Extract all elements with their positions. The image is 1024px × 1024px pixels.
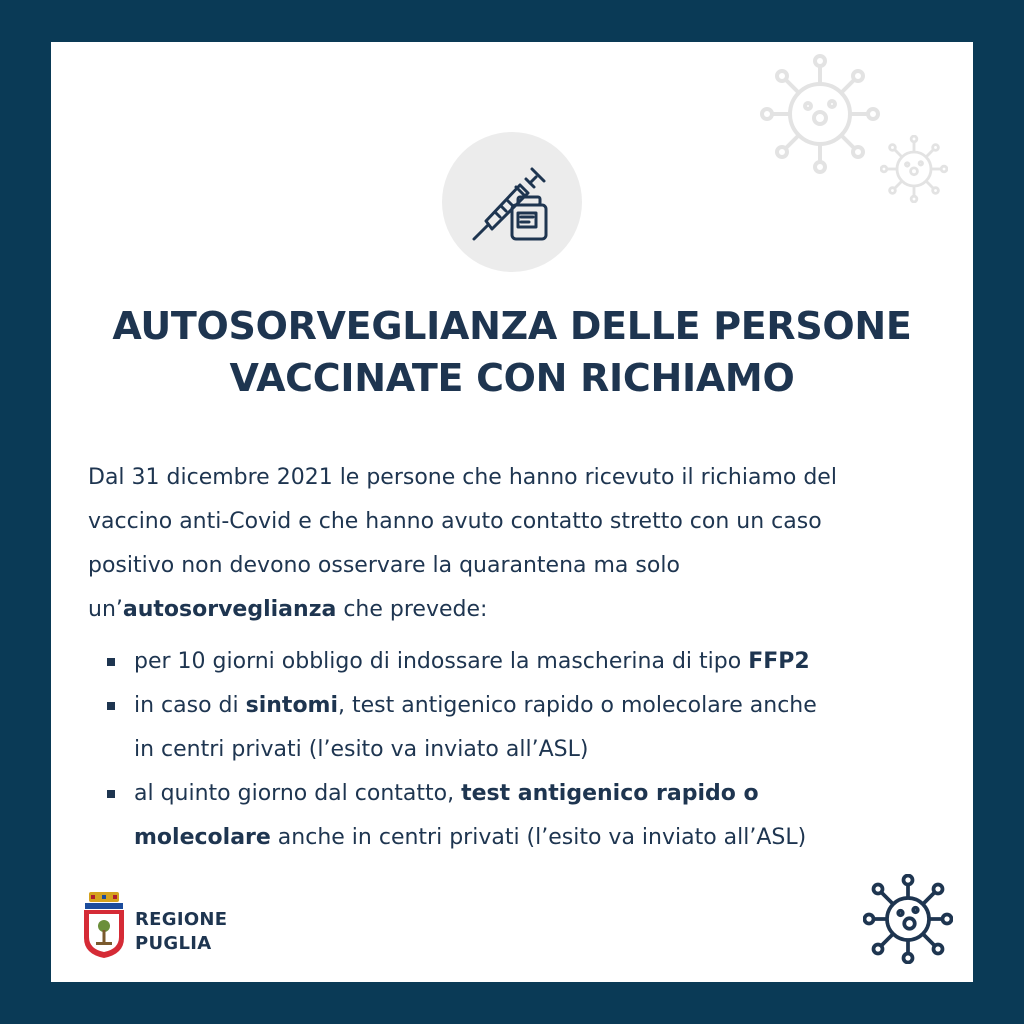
list-item-text: , test antigenico rapido o molecolare anche <box>338 693 817 718</box>
list-item-bold-text: FFP2 <box>748 649 810 674</box>
list-item-line <box>134 640 948 684</box>
logo-line: PUGLIA <box>135 933 212 954</box>
list-item-text: al quinto giorno dal contatto, <box>134 781 462 806</box>
intro-text: un’ <box>88 597 123 622</box>
syringe-vial-icon <box>470 157 554 243</box>
list-item-bold-text: test antigenico rapido o <box>461 781 759 806</box>
bullet-square-icon <box>107 790 115 798</box>
bullet-square-icon <box>107 658 115 666</box>
intro-line: vaccino anti-Covid e che hanno avuto contatto stretto con un caso <box>88 509 822 534</box>
list-item <box>88 772 948 860</box>
title-line: AUTOSORVEGLIANZA DELLE PERSONE <box>112 304 912 348</box>
info-card <box>51 42 973 982</box>
list-item-line: in centri privati (l’esito va inviato all’ASL) <box>134 737 589 762</box>
intro-text: che prevede: <box>336 597 488 622</box>
intro-line: positivo non devono osservare la quarantena ma solo <box>88 553 680 578</box>
page-title <box>51 300 973 404</box>
virus-icon <box>760 54 880 174</box>
vaccine-icon-badge <box>442 132 582 272</box>
bullet-square-icon <box>107 702 115 710</box>
logo-line: REGIONE <box>135 909 228 930</box>
list-item-line <box>134 772 948 816</box>
list-item-line <box>134 684 948 728</box>
list-item-text: per 10 giorni obbligo di indossare la mascherina di tipo <box>134 649 749 674</box>
title-line: VACCINATE CON RICHIAMO <box>229 356 795 400</box>
regione-puglia-crest-icon <box>81 890 127 960</box>
list-item-line <box>134 816 948 860</box>
list-item-text: anche in centri privati (l’esito va inviato all’ASL) <box>270 825 807 850</box>
list-item-text: in caso di <box>134 693 246 718</box>
intro-line <box>88 588 948 632</box>
region-logo-text <box>135 908 227 956</box>
list-item <box>88 640 948 684</box>
virus-icon <box>880 135 948 203</box>
intro-line: Dal 31 dicembre 2021 le persone che hanno ricevuto il richiamo del <box>88 465 837 490</box>
intro-paragraph <box>88 456 948 632</box>
virus-icon <box>863 874 953 964</box>
rules-list <box>88 640 948 860</box>
list-item-bold-text: sintomi <box>245 693 339 718</box>
list-item-bold-text: molecolare <box>134 825 271 850</box>
intro-bold-text: autosorveglianza <box>122 597 337 622</box>
list-item <box>88 684 948 772</box>
